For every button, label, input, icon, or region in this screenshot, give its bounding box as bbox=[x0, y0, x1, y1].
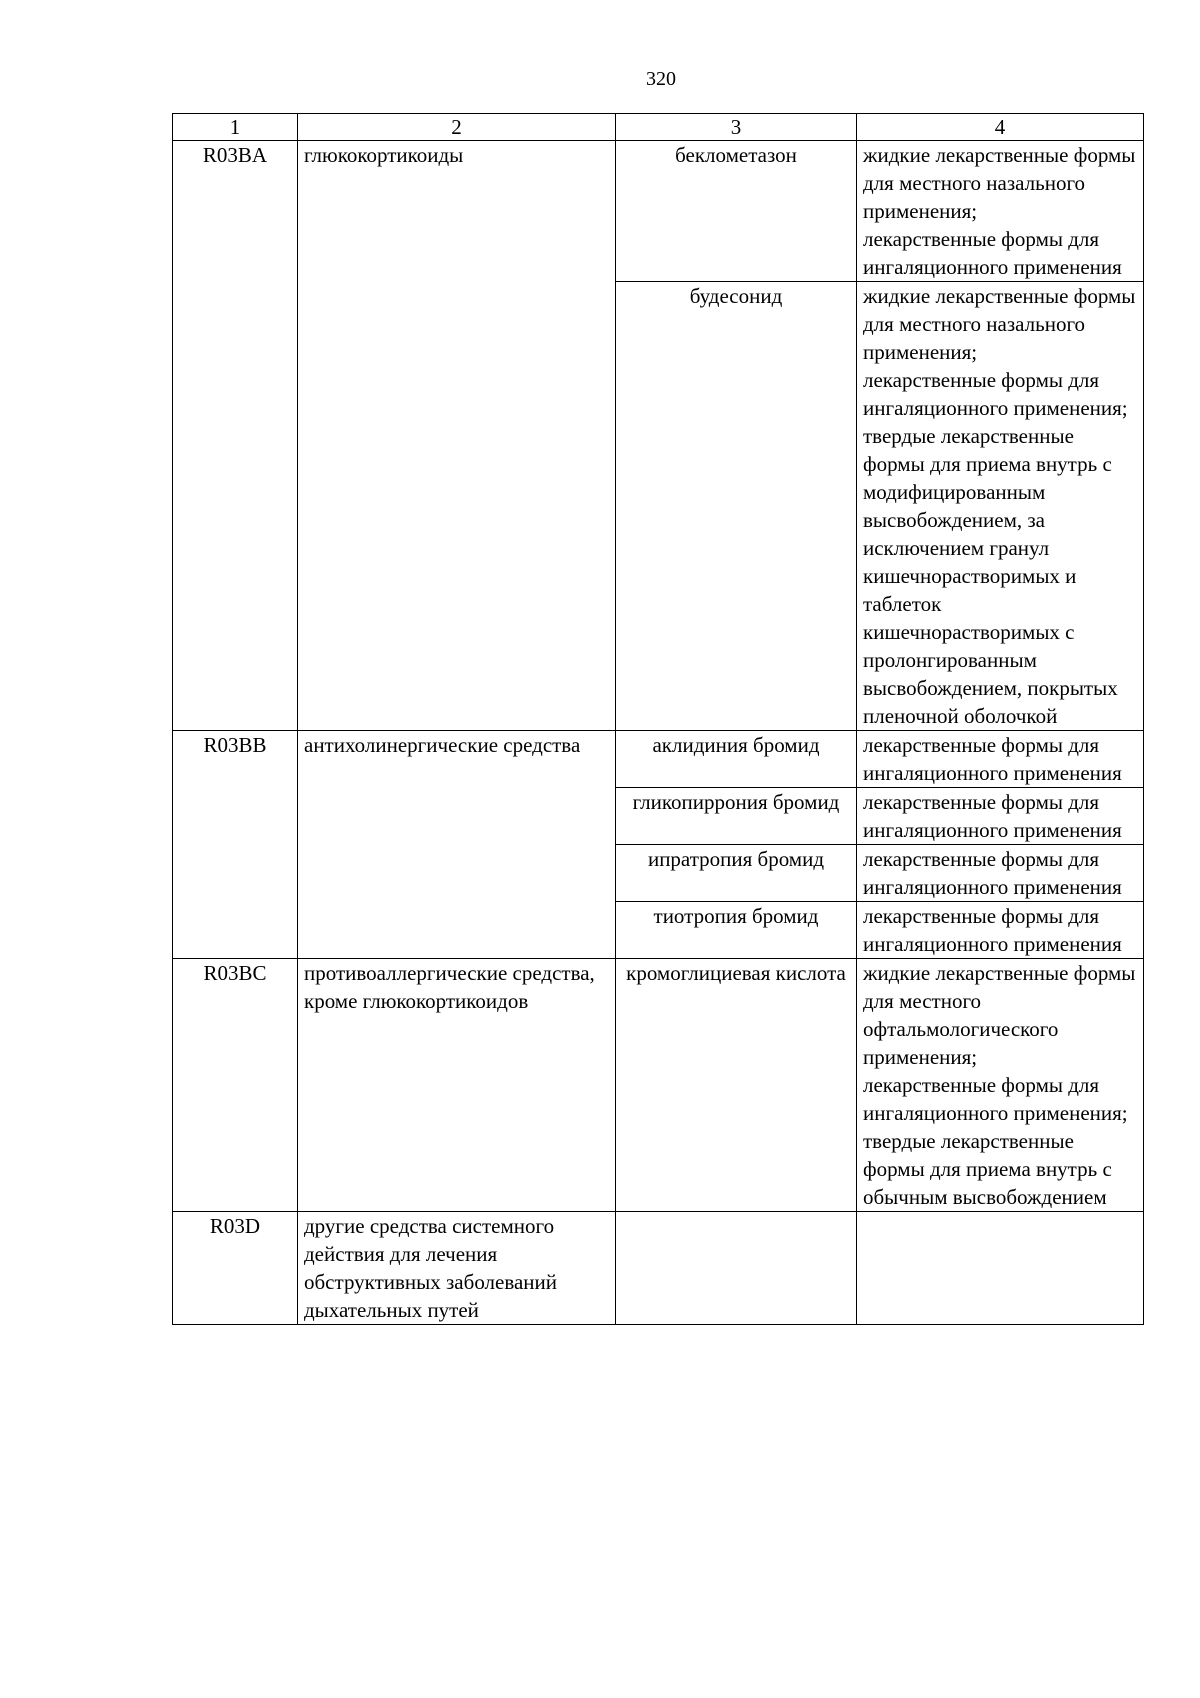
dosage-form-text: жидкие лекарственные формы для местного офтальмологического применения; bbox=[863, 961, 1136, 1069]
column-header: 2 bbox=[298, 114, 616, 141]
dosage-form-text: лекарственные формы для ингаляционного применения bbox=[863, 847, 1122, 899]
group-name-cell: противоаллергические средства, кроме глюкокортикоидов bbox=[298, 959, 616, 1212]
table-row bbox=[173, 1212, 1144, 1325]
drug-name-cell bbox=[616, 1212, 857, 1325]
dosage-forms-cell bbox=[857, 282, 1144, 731]
drug-name-cell: аклидиния бромид bbox=[616, 731, 857, 788]
atc-code-cell: R03BC bbox=[173, 959, 298, 1212]
atc-code-cell: R03BA bbox=[173, 141, 298, 731]
dosage-forms-cell bbox=[857, 731, 1144, 788]
medication-table bbox=[172, 113, 1144, 1325]
drug-name-cell: кромоглициевая кислота bbox=[616, 959, 857, 1212]
column-header: 3 bbox=[616, 114, 857, 141]
column-header: 4 bbox=[857, 114, 1144, 141]
group-name-cell: антихолинергические средства bbox=[298, 731, 616, 959]
table-row bbox=[173, 731, 1144, 788]
dosage-form-text: жидкие лекарственные формы для местного назального применения; bbox=[863, 143, 1136, 223]
dosage-forms-cell bbox=[857, 902, 1144, 959]
drug-name-cell: гликопиррония бромид bbox=[616, 788, 857, 845]
dosage-form-text: лекарственные формы для ингаляционного применения bbox=[863, 904, 1122, 956]
dosage-form-text: твердые лекарственные формы для приема внутрь с модифицированным высвобождением, за исключением гранул кишечнорастворимых и таблеток кишечнорастворимых с пролонгированным высвобождением, покрытых пленочной оболочкой bbox=[863, 424, 1118, 728]
group-name-cell: другие средства системного действия для лечения обструктивных заболеваний дыхательных путей bbox=[298, 1212, 616, 1325]
atc-code-cell: R03D bbox=[173, 1212, 298, 1325]
drug-name-cell: ипратропия бромид bbox=[616, 845, 857, 902]
group-name-cell: глюкокортикоиды bbox=[298, 141, 616, 731]
dosage-forms-cell bbox=[857, 788, 1144, 845]
table-body bbox=[173, 141, 1144, 1325]
dosage-forms-cell bbox=[857, 845, 1144, 902]
table-header-row bbox=[173, 114, 1144, 141]
dosage-form-text: лекарственные формы для ингаляционного применения bbox=[863, 790, 1122, 842]
dosage-form-text: жидкие лекарственные формы для местного назального применения; bbox=[863, 284, 1136, 364]
column-header: 1 bbox=[173, 114, 298, 141]
dosage-forms-cell bbox=[857, 1212, 1144, 1325]
dosage-form-text: лекарственные формы для ингаляционного применения bbox=[863, 733, 1122, 785]
page-number: 320 bbox=[646, 68, 676, 90]
dosage-form-text: лекарственные формы для ингаляционного применения bbox=[863, 227, 1122, 279]
dosage-forms-cell bbox=[857, 141, 1144, 282]
dosage-form-text: лекарственные формы для ингаляционного применения; bbox=[863, 1073, 1128, 1125]
drug-name-cell: беклометазон bbox=[616, 141, 857, 282]
atc-code-cell: R03BB bbox=[173, 731, 298, 959]
table-row bbox=[173, 959, 1144, 1212]
drug-name-cell: тиотропия бромид bbox=[616, 902, 857, 959]
dosage-forms-cell bbox=[857, 959, 1144, 1212]
dosage-form-text: твердые лекарственные формы для приема внутрь с обычным высвобождением bbox=[863, 1129, 1112, 1209]
dosage-form-text: лекарственные формы для ингаляционного применения; bbox=[863, 368, 1128, 420]
drug-name-cell: будесонид bbox=[616, 282, 857, 731]
table-row bbox=[173, 141, 1144, 282]
